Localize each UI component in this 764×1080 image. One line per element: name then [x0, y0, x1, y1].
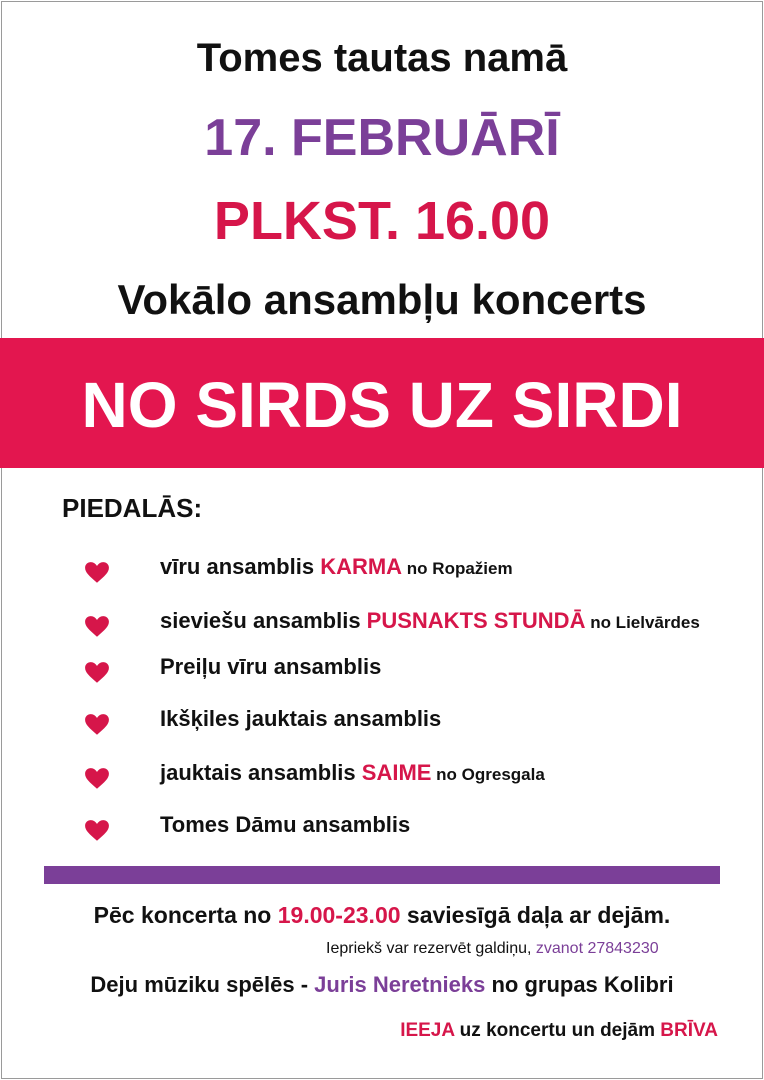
title-banner [0, 338, 764, 468]
concert-title: NO SIRDS UZ SIRDI [81, 369, 683, 441]
musician-name: Juris Neretnieks [314, 972, 486, 997]
participant-text: vīru ansamblis [160, 554, 321, 579]
participant-name: SAIME [361, 760, 432, 785]
list-item [0, 706, 764, 746]
entry-label: IEEJA [400, 1020, 455, 1041]
entry-free: BRĪVA [660, 1020, 718, 1041]
list-item [0, 554, 764, 594]
participant-text: jauktais ansamblis [160, 760, 362, 785]
participant-text: sieviešu ansamblis [160, 608, 367, 633]
reservation-line [326, 940, 659, 958]
participant-origin: no Ogresgala [431, 765, 545, 784]
event-time: PLKST. 16.00 [213, 191, 551, 251]
heart-icon [84, 818, 110, 844]
participant-name: KARMA [320, 554, 403, 579]
event-type: Vokālo ansambļu koncerts [117, 276, 647, 323]
music-line [0, 972, 764, 998]
venue-heading: Tomes tautas namā [196, 36, 568, 80]
participant-origin: no Lielvārdes [585, 613, 700, 632]
list-item [0, 654, 764, 694]
participant-text: Tomes Dāmu ansamblis [160, 812, 411, 837]
after-text-end: saviesīgā daļa ar dejām. [400, 902, 671, 928]
list-item [0, 812, 764, 852]
heart-icon [84, 712, 110, 738]
purple-divider [44, 866, 720, 884]
list-item [0, 608, 764, 648]
after-time: 19.00-23.00 [277, 902, 401, 928]
list-item [0, 760, 764, 800]
after-concert-line [0, 902, 764, 929]
participants-heading: PIEDALĀS: [62, 493, 203, 523]
participant-name: PUSNAKTS STUNDĀ [366, 608, 586, 633]
entry-line [400, 1020, 718, 1042]
heart-icon [84, 560, 110, 586]
participant-text: Preiļu vīru ansamblis [160, 654, 382, 679]
participant-text: Ikšķiles jauktais ansamblis [160, 706, 442, 731]
music-text-end: no grupas Kolibri [485, 972, 674, 997]
heart-icon [84, 660, 110, 686]
entry-text: uz koncertu un dejām [454, 1020, 661, 1041]
participant-origin: no Ropažiem [402, 559, 513, 578]
event-date: 17. FEBRUĀRĪ [204, 109, 560, 167]
after-text: Pēc koncerta no [93, 902, 278, 928]
music-text: Deju mūziku spēlēs - [90, 972, 315, 997]
heart-icon [84, 614, 110, 640]
reservation-phone: zvanot 27843230 [535, 940, 659, 957]
heart-icon [84, 766, 110, 792]
reservation-text: Iepriekš var rezervēt galdiņu, [326, 940, 536, 957]
